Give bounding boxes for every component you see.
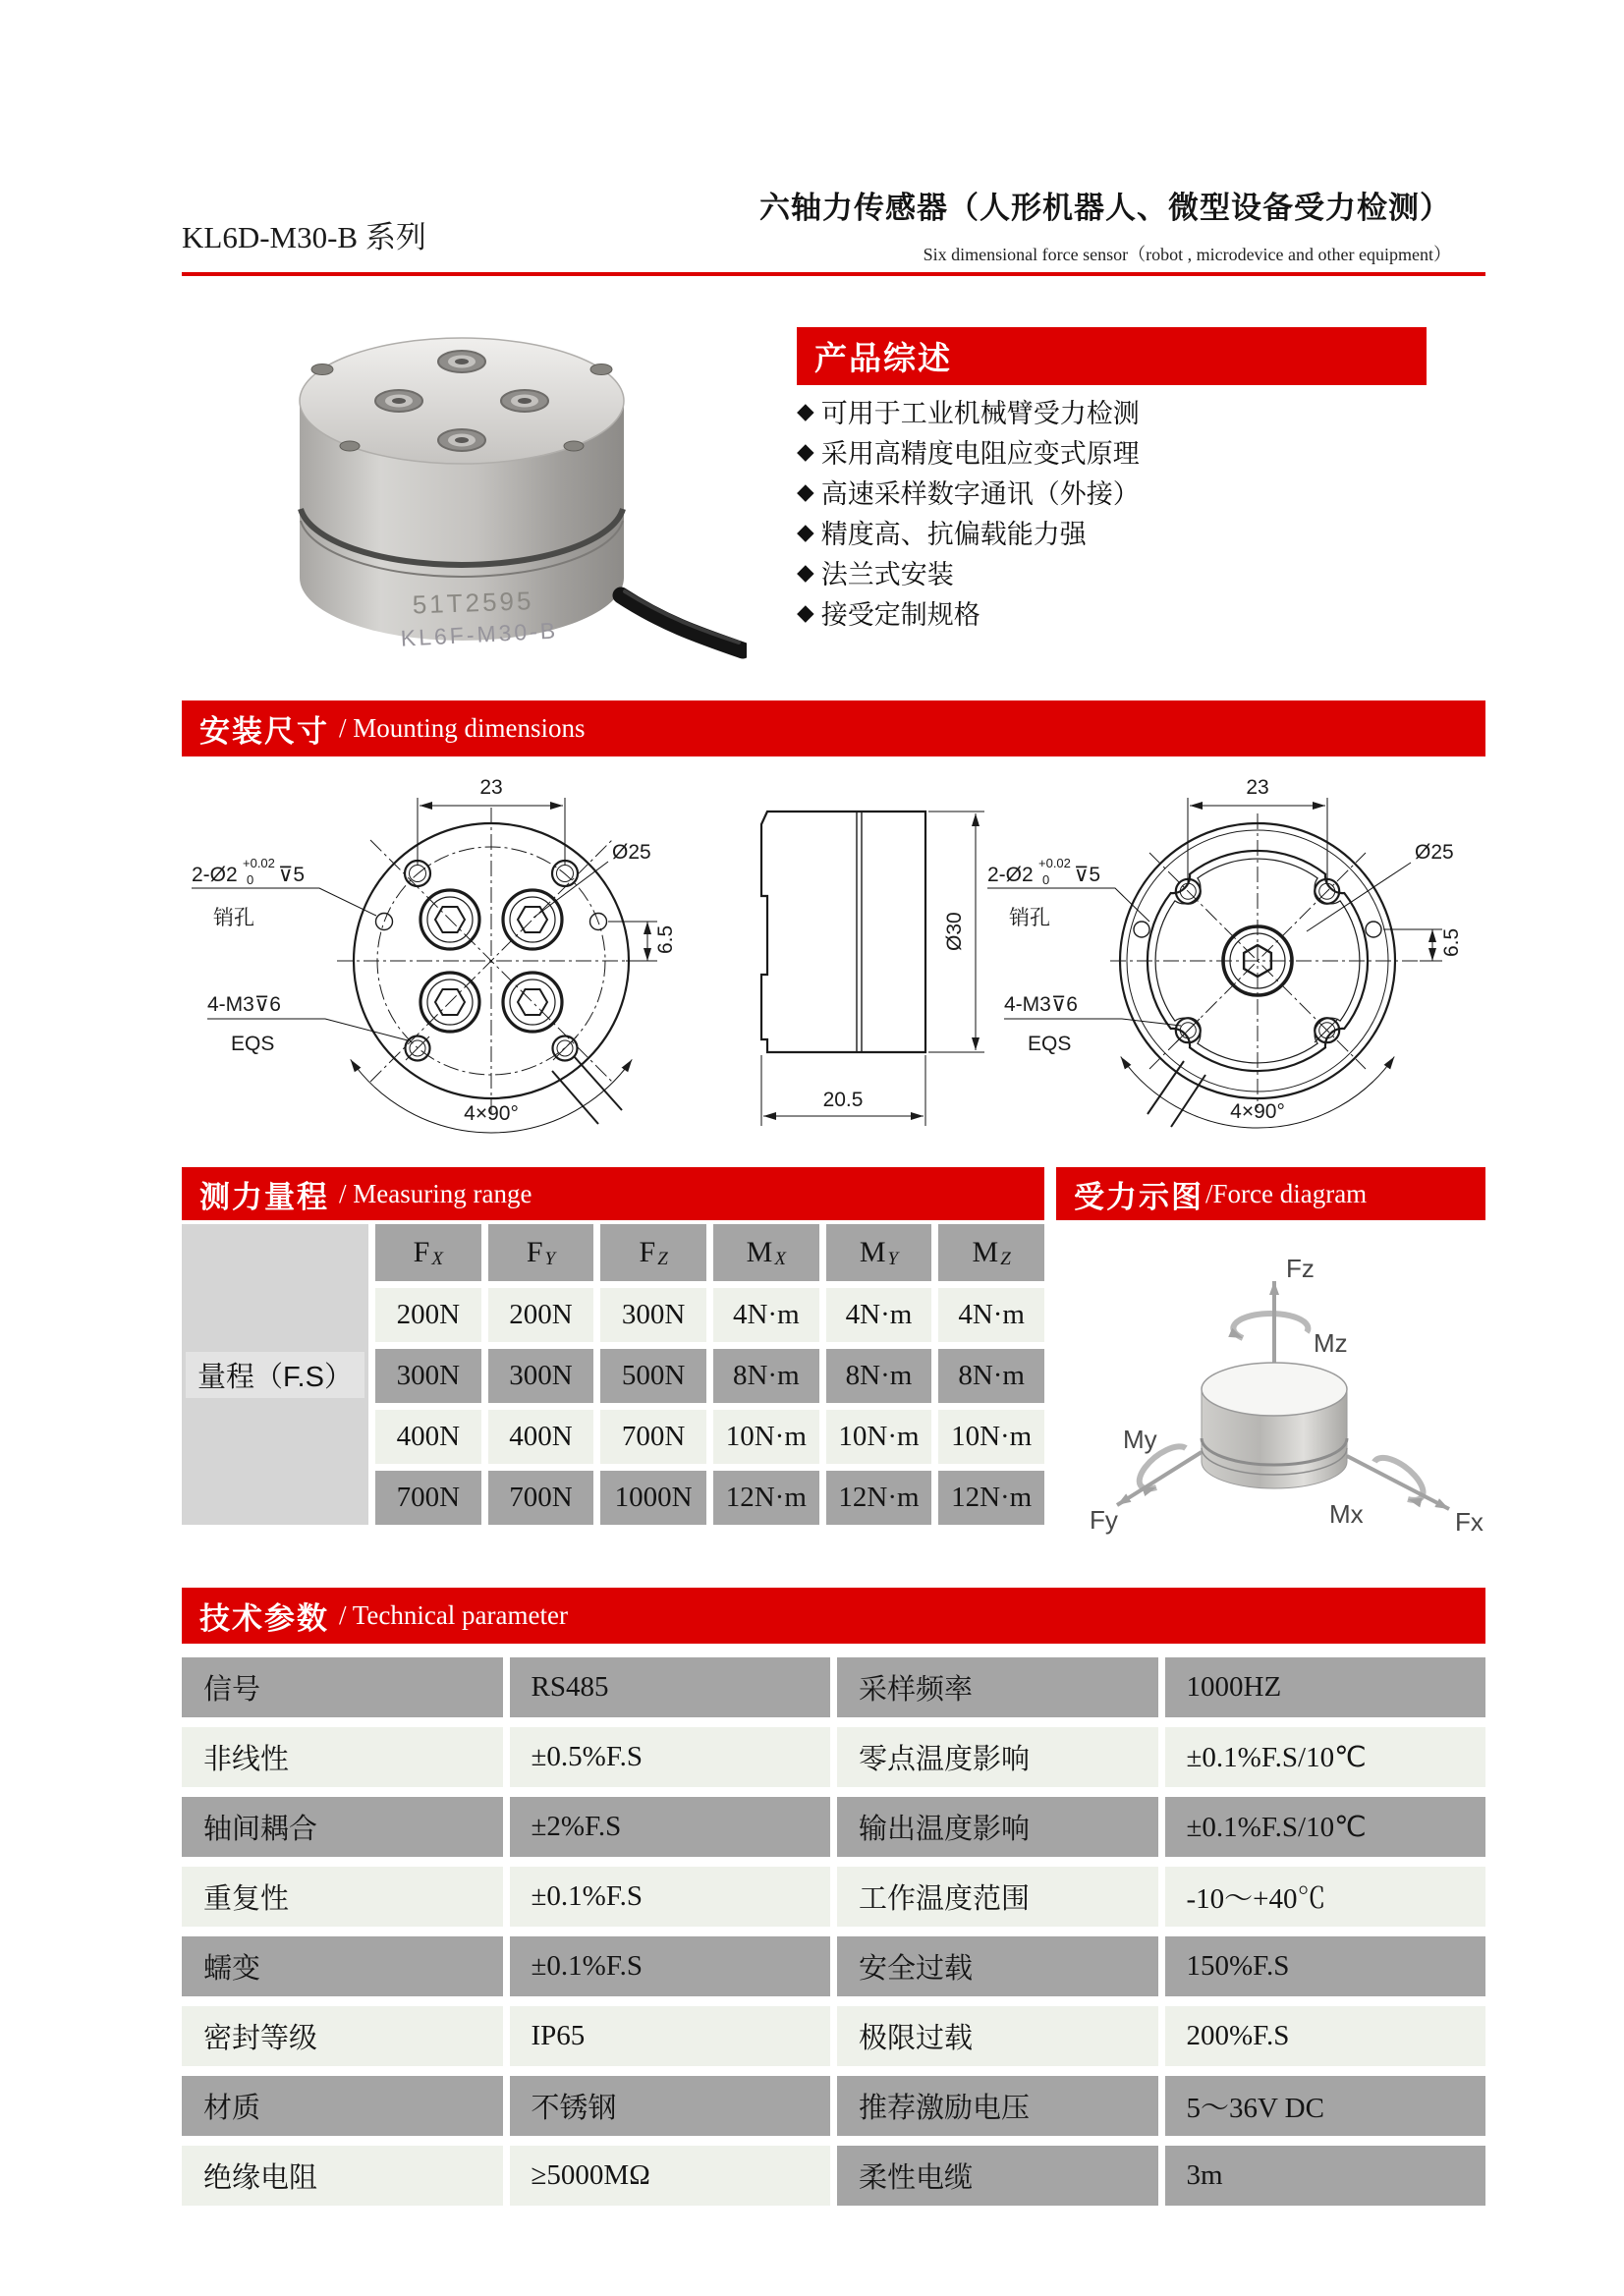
tech-value-cell: ≥5000MΩ (510, 2146, 831, 2206)
dimension-lines (192, 798, 657, 1133)
col-header-fz: F Z (600, 1224, 706, 1281)
range-cell: 1000N (600, 1471, 706, 1525)
tech-value-cell: ±0.1%F.S/10℃ (1165, 1797, 1486, 1857)
range-cell: 300N (600, 1288, 706, 1342)
bullet-text: 可用于工业机械臂受力检测 (820, 399, 1140, 428)
thread-label: 4-M3⊽6 (207, 993, 281, 1016)
tech-title-cn: 技术参数 (199, 1601, 329, 1636)
tech-value-cell: ±0.5%F.S (510, 1727, 831, 1787)
range-cell: 300N (488, 1349, 594, 1403)
range-cell: 300N (375, 1349, 481, 1403)
pin-hole-label: 2-Ø2 (192, 864, 238, 886)
pin-tol-upper: +0.02 (1038, 856, 1071, 870)
dim-65: 6.5 (654, 924, 677, 954)
fy-label: Fy (1090, 1505, 1118, 1535)
bullet-item (797, 552, 1445, 592)
col-header-fy: F Y (488, 1224, 594, 1281)
pin-depth: ⊽5 (1074, 864, 1101, 886)
tech-key-cell: 非线性 (182, 1727, 503, 1787)
my-label: My (1123, 1425, 1157, 1454)
tech-value-cell: ±0.1%F.S/10℃ (1165, 1727, 1486, 1787)
bottom-view-drawing (982, 764, 1484, 1162)
tech-key-cell: 重复性 (182, 1867, 503, 1927)
range-cell: 8N·m (826, 1349, 932, 1403)
range-cell: 700N (375, 1471, 481, 1525)
range-cell: 200N (375, 1288, 481, 1342)
range-cell: 12N·m (938, 1471, 1044, 1525)
tech-key-cell: 输出温度影响 (837, 1797, 1158, 1857)
sensor-photo (187, 285, 747, 668)
tech-value-cell: ±0.1%F.S (510, 1867, 831, 1927)
diamond-bullet-icon: ◆ (797, 599, 814, 625)
col-header-my: M Y (826, 1224, 932, 1281)
overview-title-banner (797, 327, 1427, 385)
bullet-text: 精度高、抗偏载能力强 (820, 520, 1087, 549)
dim-d25: Ø25 (1415, 841, 1454, 864)
tech-key-cell: 工作温度范围 (837, 1867, 1158, 1927)
cable-stub (552, 1056, 622, 1124)
angle-label: 4×90° (1230, 1100, 1285, 1123)
tech-value-cell: 150%F.S (1165, 1936, 1486, 1996)
col-header-mz: M Z (938, 1224, 1044, 1281)
dimension-lines (761, 812, 984, 1126)
bullet-item (797, 592, 1445, 633)
pin-depth: ⊽5 (278, 864, 306, 886)
thread-label: 4-M3⊽6 (1004, 993, 1078, 1016)
range-cell: 8N·m (938, 1349, 1044, 1403)
pin-tol-upper: +0.02 (243, 856, 275, 870)
eqs-label: EQS (1028, 1033, 1072, 1055)
bullet-item (797, 391, 1445, 431)
tech-value-cell: 不锈钢 (510, 2076, 831, 2136)
tech-key-cell: 柔性电缆 (837, 2146, 1158, 2206)
measuring-banner (182, 1167, 1044, 1220)
bullet-item (797, 472, 1445, 512)
range-cell: 200N (488, 1288, 594, 1342)
pin-tol-lower: 0 (1042, 872, 1050, 887)
col-header-fx: F X (375, 1224, 481, 1281)
range-cell: 10N·m (826, 1410, 932, 1464)
bullet-item (797, 431, 1445, 472)
range-cell: 10N·m (713, 1410, 819, 1464)
measuring-title-en: / Measuring range (339, 1178, 532, 1208)
range-cell: 4N·m (826, 1288, 932, 1342)
dim-d30: Ø30 (943, 912, 966, 951)
dim-65: 6.5 (1440, 927, 1463, 957)
tech-value-cell: 5～36V DC (1165, 2076, 1486, 2136)
bullet-text: 法兰式安装 (820, 560, 954, 589)
measuring-title-cn: 测力量程 (199, 1179, 329, 1214)
tech-key-cell: 信号 (182, 1657, 503, 1717)
range-cell: 400N (375, 1410, 481, 1464)
tech-value-cell: 3m (1165, 2146, 1486, 2206)
tech-banner (182, 1588, 1485, 1644)
range-cell: 8N·m (713, 1349, 819, 1403)
fz-label: Fz (1286, 1254, 1315, 1283)
range-cell: 4N·m (713, 1288, 819, 1342)
mz-label: Mz (1314, 1328, 1348, 1358)
dim-23: 23 (479, 776, 503, 799)
sensor-cylinder (1202, 1363, 1347, 1488)
tech-value-cell: ±2%F.S (510, 1797, 831, 1857)
tech-key-cell: 推荐激励电压 (837, 2076, 1158, 2136)
bullet-item (797, 512, 1445, 552)
range-cell: 10N·m (938, 1410, 1044, 1464)
tech-key-cell: 密封等级 (182, 2006, 503, 2066)
tech-key-cell: 极限过载 (837, 2006, 1158, 2066)
range-cell: 12N·m (826, 1471, 932, 1525)
range-cell: 4N·m (938, 1288, 1044, 1342)
series-name: KL6D-M30-B 系列 (182, 220, 426, 254)
page-title: 六轴力传感器（人形机器人、微型设备受力检测） (759, 191, 1451, 225)
pin-hole-cn: 销孔 (1009, 907, 1050, 929)
force-title-en: /Force diagram (1205, 1178, 1368, 1208)
overview-title: 产品综述 (814, 340, 952, 376)
tech-key-cell: 采样频率 (837, 1657, 1158, 1717)
eqs-label: EQS (231, 1033, 275, 1055)
engraving-serial: 51T2595 (412, 586, 534, 620)
diamond-bullet-icon: ◆ (797, 438, 814, 464)
force-banner (1056, 1167, 1485, 1220)
diamond-bullet-icon: ◆ (797, 478, 814, 504)
range-cell: 12N·m (713, 1471, 819, 1525)
fx-label: Fx (1455, 1507, 1484, 1537)
mx-label: Mx (1329, 1499, 1364, 1529)
force-title-cn: 受力示图 (1074, 1179, 1204, 1214)
range-cell: 700N (600, 1410, 706, 1464)
page-subtitle: Six dimensional force sensor（robot , microdevice and other equipment） (923, 245, 1451, 264)
mounting-title-cn: 安装尺寸 (199, 714, 329, 749)
range-cell: 400N (488, 1410, 594, 1464)
header-divider (182, 272, 1485, 276)
tech-value-cell: 200%F.S (1165, 2006, 1486, 2066)
tech-key-cell: 零点温度影响 (837, 1727, 1158, 1787)
range-cell: 700N (488, 1471, 594, 1525)
measuring-table (182, 1224, 1044, 1525)
force-diagram (1066, 1230, 1484, 1554)
diamond-bullet-icon: ◆ (797, 519, 814, 544)
pin-hole-cn: 销孔 (213, 907, 254, 929)
tech-value-cell: RS485 (510, 1657, 831, 1717)
dim-205: 20.5 (822, 1089, 864, 1111)
pin-hole-label: 2-Ø2 (987, 864, 1034, 886)
tech-key-cell: 材质 (182, 2076, 503, 2136)
mounting-banner (182, 700, 1485, 756)
bullet-text: 高速采样数字通讯（外接） (820, 479, 1140, 509)
range-row-label: 量程（F.S） (182, 1224, 368, 1525)
range-cell: 500N (600, 1349, 706, 1403)
col-header-mx: M X (713, 1224, 819, 1281)
front-view-drawing (182, 764, 678, 1162)
tech-key-cell: 安全过载 (837, 1936, 1158, 1996)
tech-value-cell: IP65 (510, 2006, 831, 2066)
tech-key-cell: 蠕变 (182, 1936, 503, 1996)
side-view-drawing (688, 764, 992, 1162)
pin-tol-lower: 0 (247, 872, 254, 887)
tech-title-en: / Technical parameter (339, 1600, 568, 1630)
dimension-lines (987, 798, 1442, 1128)
tech-value-cell: 1000HZ (1165, 1657, 1486, 1717)
tech-table (182, 1657, 1485, 2206)
tech-key-cell: 轴间耦合 (182, 1797, 503, 1857)
overview-bullet-list (797, 391, 1445, 633)
sensor-cable (621, 591, 743, 650)
diamond-bullet-icon: ◆ (797, 398, 814, 423)
engraving-model: KL6F-M30-B (400, 617, 559, 651)
bullet-text: 接受定制规格 (820, 600, 980, 630)
angle-label: 4×90° (464, 1102, 519, 1125)
diamond-bullet-icon: ◆ (797, 559, 814, 585)
tech-key-cell: 绝缘电阻 (182, 2146, 503, 2206)
dim-d25: Ø25 (612, 841, 651, 864)
mounting-title-en: / Mounting dimensions (339, 713, 586, 743)
bullet-text: 采用高精度电阻应变式原理 (820, 439, 1140, 469)
dim-23: 23 (1246, 776, 1269, 799)
tech-value-cell: ±0.1%F.S (510, 1936, 831, 1996)
tech-value-cell: -10～+40℃ (1165, 1867, 1486, 1927)
